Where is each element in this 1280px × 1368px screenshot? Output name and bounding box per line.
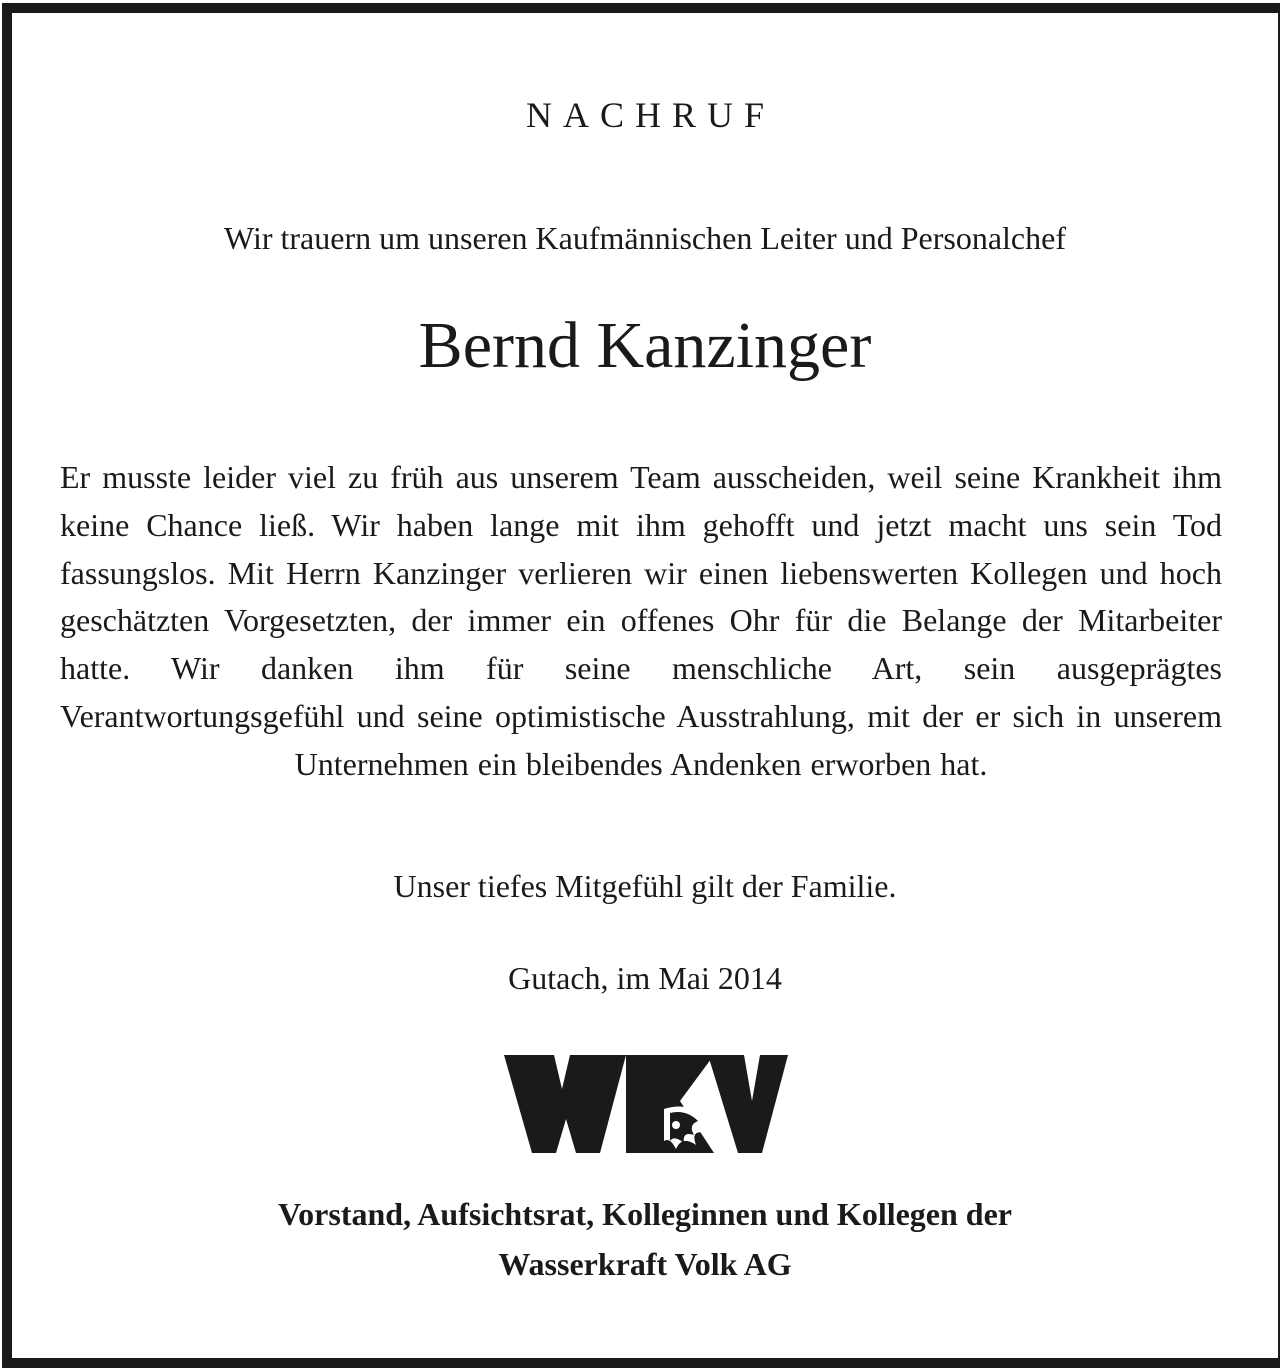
wkv-logo bbox=[500, 1049, 788, 1159]
sympathy-line: Unser tiefes Mitgefühl gilt der Familie. bbox=[393, 868, 897, 904]
intro-line: Wir trauern um unseren Kaufmännischen Leiter und Personalchef bbox=[224, 220, 1066, 256]
notice-heading: NACHRUF bbox=[525, 95, 776, 135]
signature-line-2: Wasserkraft Volk AG bbox=[498, 1246, 792, 1282]
logo-letter-w bbox=[504, 1055, 626, 1153]
signature-block bbox=[12, 1189, 1278, 1289]
logo-letter-k bbox=[626, 1055, 714, 1153]
obituary-frame bbox=[2, 3, 1280, 1368]
signature-line-1: Vorstand, Aufsichtsrat, Kolleginnen und Kollegen der bbox=[277, 1196, 1012, 1232]
tribute-text: Er musste leider viel zu früh aus unserem Team ausscheiden, weil seine Krankheit ihm keine Chance ließ. Wir haben lange mit ihm gehofft und jetzt macht uns sein Tod fassungslos. Mit Herrn Kanzinger verlieren wir einen liebenswerten Kollegen und hoch geschätzten Vorgesetzten, der immer ein offenes Ohr für die Belange der Mitarbeiter hatte. Wir danken ihm für seine menschliche Art, sein ausgeprägtes Verantwortungsgefühl und seine optimistische Ausstrahlung, mit der er sich in unserem Unternehmen ein bleibendes Andenken erworben hat. bbox=[60, 459, 1222, 782]
logo-letter-v bbox=[708, 1055, 788, 1153]
deceased-name: Bernd Kanzinger bbox=[418, 309, 872, 382]
obituary-content bbox=[12, 13, 1278, 1358]
place-date: Gutach, im Mai 2014 bbox=[508, 960, 782, 996]
